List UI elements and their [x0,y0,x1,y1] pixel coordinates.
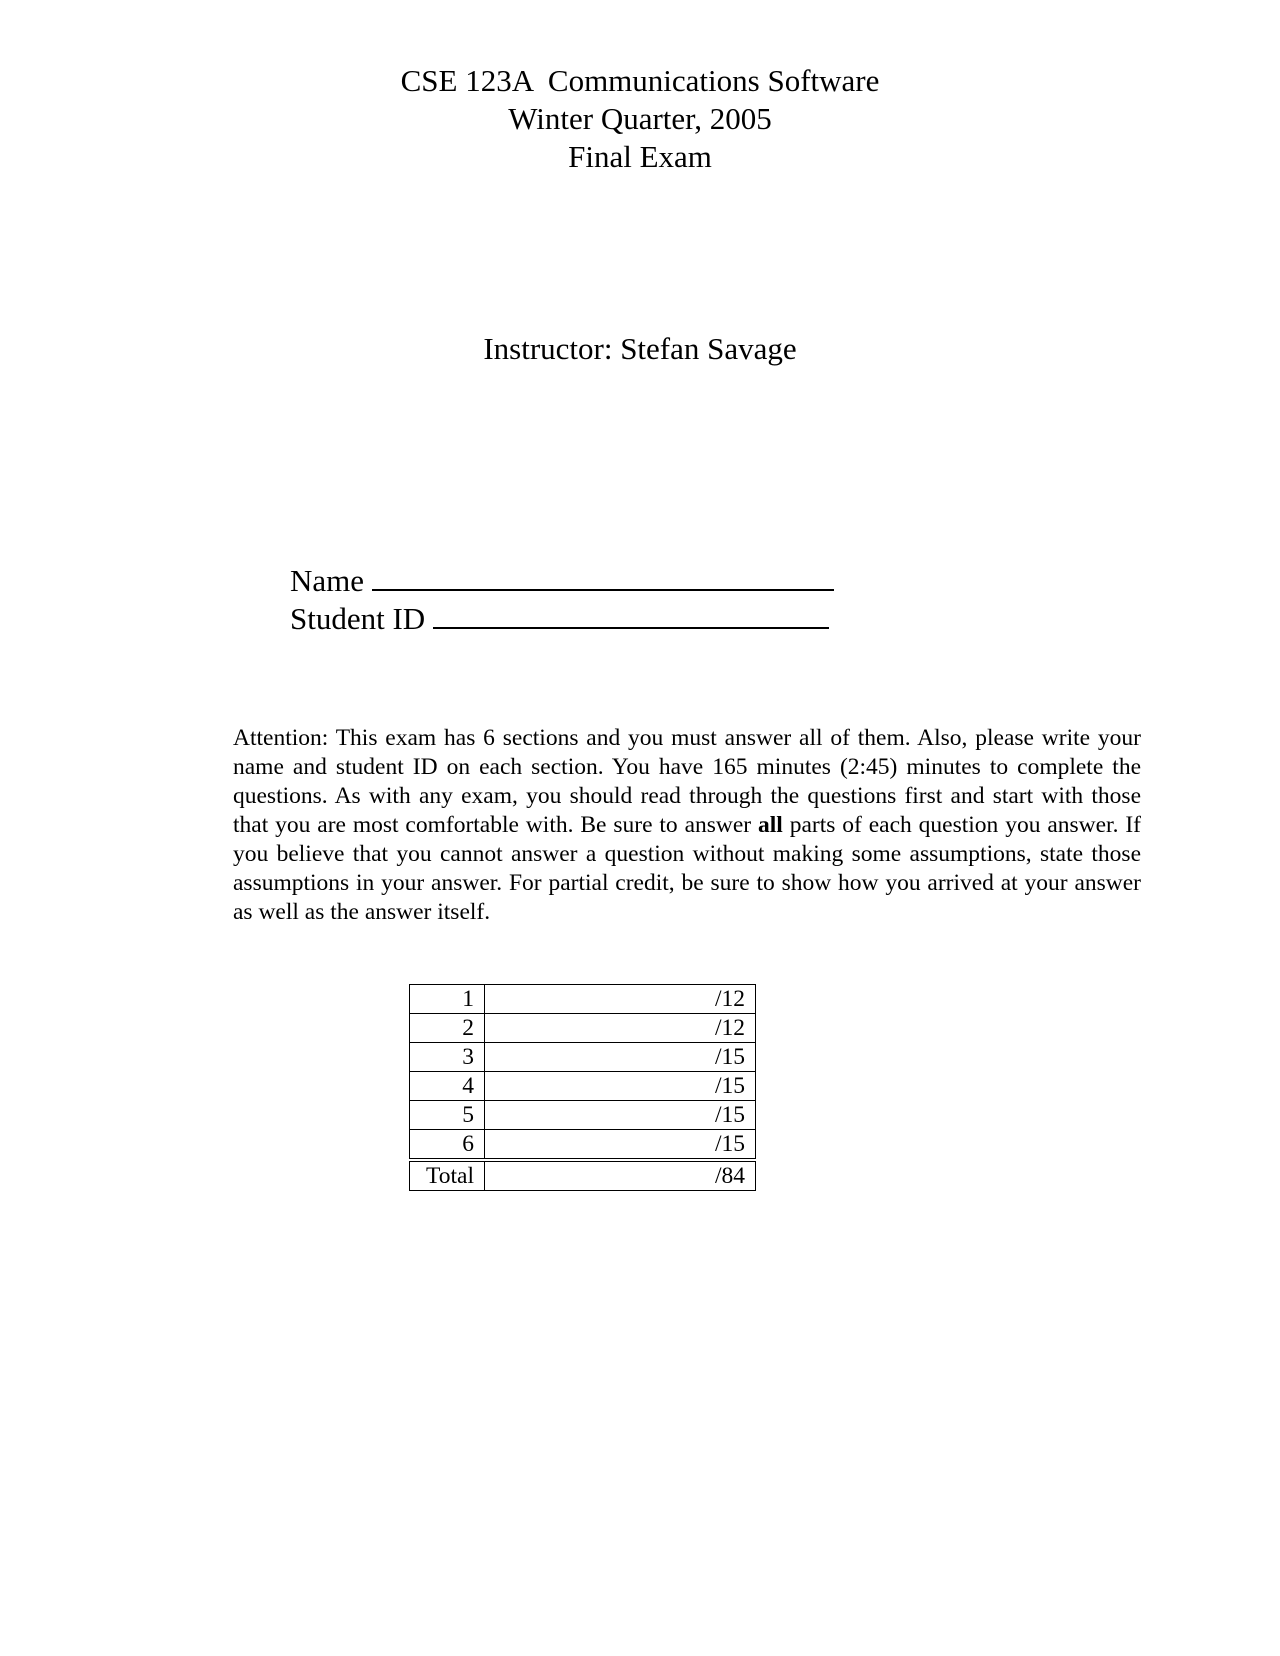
student-id-blank-line[interactable] [433,601,829,629]
section-number: 4 [410,1072,485,1101]
table-row [410,1014,756,1043]
section-number: 5 [410,1101,485,1130]
attention-paragraph [233,724,1141,927]
total-row [410,1160,756,1191]
section-points: /15 [485,1101,756,1130]
table-row [410,1043,756,1072]
attention-bold-word: all [758,812,783,838]
section-points: /15 [485,1130,756,1161]
section-points: /12 [485,985,756,1014]
exam-title: Final Exam [568,139,712,174]
student-info-fields [290,562,834,638]
total-label: Total [410,1160,485,1191]
student-id-label: Student ID [290,601,426,636]
section-points: /12 [485,1014,756,1043]
table-row [410,985,756,1014]
table-row [410,1072,756,1101]
name-label: Name [290,563,365,598]
term-title: Winter Quarter, 2005 [508,101,772,136]
table-row [410,1130,756,1161]
section-points: /15 [485,1072,756,1101]
section-number: 6 [410,1130,485,1161]
score-table [409,984,756,1191]
name-field-row [290,562,834,600]
attention-text-part2: parts of each question you answer. If you believe that you cannot answer a question without making some assumptions, state those assumptions in your answer. For partial credit, be sure to show how you arrived at your answer as well as the answer itself. [233,812,1141,925]
name-blank-line[interactable] [372,563,834,591]
exam-title-block [0,62,1280,176]
total-points: /84 [485,1160,756,1191]
section-number: 2 [410,1014,485,1043]
section-points: /15 [485,1043,756,1072]
instructor-line: Instructor: Stefan Savage [483,331,797,366]
section-number: 3 [410,1043,485,1072]
attention-text-part1: Attention: This exam has 6 sections and you must answer all of them. Also, please write your name and student ID on each section. You have 165 minutes (2:45) minutes to complete the questions. As with any exam, you should read through the questions first and start with those that you are most comfortable with. Be sure to answer [233,725,1141,838]
table-row [410,1101,756,1130]
course-title: CSE 123A Communications Software [400,63,880,98]
student-id-field-row [290,600,834,638]
section-number: 1 [410,985,485,1014]
